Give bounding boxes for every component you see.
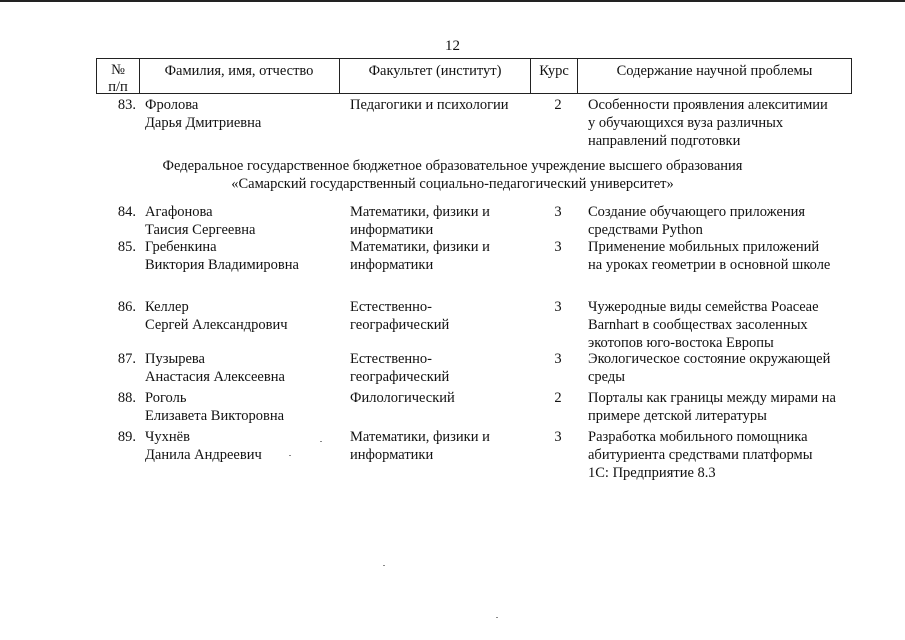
row-topic [588, 238, 854, 274]
row-course: 3 [554, 429, 562, 445]
topic-line: экотопов юго-востока Европы [588, 335, 774, 351]
faculty-line: информатики [350, 222, 434, 238]
topic-line: Создание обучающего приложения [588, 204, 806, 220]
row-faculty [350, 350, 535, 386]
row-topic [588, 389, 854, 425]
row-topic [588, 350, 854, 386]
given-names: Дарья Дмитриевна [145, 115, 262, 131]
header-number-abbr: п/п [108, 79, 128, 95]
row-topic [588, 96, 854, 150]
surname: Роголь [145, 390, 187, 406]
surname: Фролова [145, 97, 199, 113]
row-topic [588, 203, 854, 239]
topic-line: у обучающихся вуза различных [588, 115, 784, 131]
scan-speck [383, 565, 385, 566]
scan-speck [496, 617, 498, 618]
faculty-line: Математики, физики и [350, 204, 490, 220]
row-name [145, 298, 340, 334]
faculty-line: информатики [350, 257, 434, 273]
row-name [145, 428, 340, 464]
faculty-line: Математики, физики и [350, 239, 490, 255]
given-names: Виктория Владимировна [145, 257, 299, 273]
faculty-line: Педагогики и психологии [350, 97, 509, 113]
surname: Пузырева [145, 351, 205, 367]
row-faculty [350, 298, 535, 334]
organization-name: «Самарский государственный социально-педагогический университет» [231, 176, 674, 192]
surname: Агафонова [145, 204, 213, 220]
row-number: 87. [117, 351, 136, 367]
topic-line: примере детской литературы [588, 408, 767, 424]
faculty-line: Математики, физики и [350, 429, 490, 445]
topic-line: абитуриента средствами платформы [588, 447, 813, 463]
row-name [145, 350, 340, 386]
topic-line: Порталы как границы между мирами на [588, 390, 836, 406]
faculty-line: информатики [350, 447, 434, 463]
topic-line: Чужеродные виды семейства Poaceae [588, 299, 819, 315]
header-faculty: Факультет (институт) [368, 63, 502, 79]
topic-line: Применение мобильных приложений [588, 239, 820, 255]
row-course: 3 [554, 239, 562, 255]
organization-heading [0, 157, 905, 193]
row-faculty [350, 96, 535, 114]
header-number [97, 62, 139, 96]
table-header [96, 58, 852, 94]
row-course: 3 [554, 204, 562, 220]
row-name [145, 96, 340, 132]
row-topic [588, 298, 854, 352]
given-names: Данила Андреевич [145, 447, 262, 463]
topic-line: среды [588, 369, 626, 385]
row-number: 86. [117, 299, 136, 315]
scan-speck [320, 441, 322, 442]
header-topic: Содержание научной проблемы [616, 63, 813, 79]
row-course: 3 [554, 299, 562, 315]
faculty-line: Естественно- [350, 351, 432, 367]
faculty-line: Естественно- [350, 299, 432, 315]
topic-line: Разработка мобильного помощника [588, 429, 808, 445]
given-names: Елизавета Викторовна [145, 408, 285, 424]
row-course: 2 [554, 390, 562, 406]
faculty-line: географический [350, 369, 450, 385]
row-topic [588, 428, 854, 482]
given-names: Сергей Александрович [145, 317, 288, 333]
topic-line: 1С: Предприятие 8.3 [588, 465, 716, 481]
topic-line: средствами Python [588, 222, 703, 238]
topic-line: Barnhart в сообществах засоленных [588, 317, 808, 333]
topic-line: направлений подготовки [588, 133, 741, 149]
organization-line: Федеральное государственное бюджетное образовательное учреждение высшего образования [162, 158, 743, 174]
topic-line: Экологическое состояние окружающей [588, 351, 831, 367]
row-faculty [350, 389, 535, 407]
given-names: Таисия Сергеевна [145, 222, 256, 238]
faculty-line: географический [350, 317, 450, 333]
header-number-sign: № [111, 62, 125, 78]
surname: Чухнёв [145, 429, 190, 445]
row-number: 84. [117, 204, 136, 220]
row-name [145, 238, 340, 274]
row-course: 2 [554, 97, 562, 113]
topic-line: Особенности проявления алекситимии [588, 97, 828, 113]
row-faculty [350, 428, 535, 464]
row-faculty [350, 238, 535, 274]
row-number: 88. [117, 390, 136, 406]
row-name [145, 203, 340, 239]
page-top-border [0, 0, 905, 2]
scan-speck [289, 455, 291, 456]
faculty-line: Филологический [350, 390, 455, 406]
topic-line: на уроках геометрии в основной школе [588, 257, 831, 273]
surname: Келлер [145, 299, 189, 315]
row-faculty [350, 203, 535, 239]
header-full-name: Фамилия, имя, отчество [164, 63, 314, 79]
header-course: Курс [539, 63, 569, 79]
surname: Гребенкина [145, 239, 217, 255]
row-number: 83. [117, 97, 136, 113]
row-number: 85. [117, 239, 136, 255]
page-number: 12 [445, 38, 460, 54]
row-course: 3 [554, 351, 562, 367]
row-name [145, 389, 340, 425]
row-number: 89. [117, 429, 136, 445]
given-names: Анастасия Алексеевна [145, 369, 285, 385]
